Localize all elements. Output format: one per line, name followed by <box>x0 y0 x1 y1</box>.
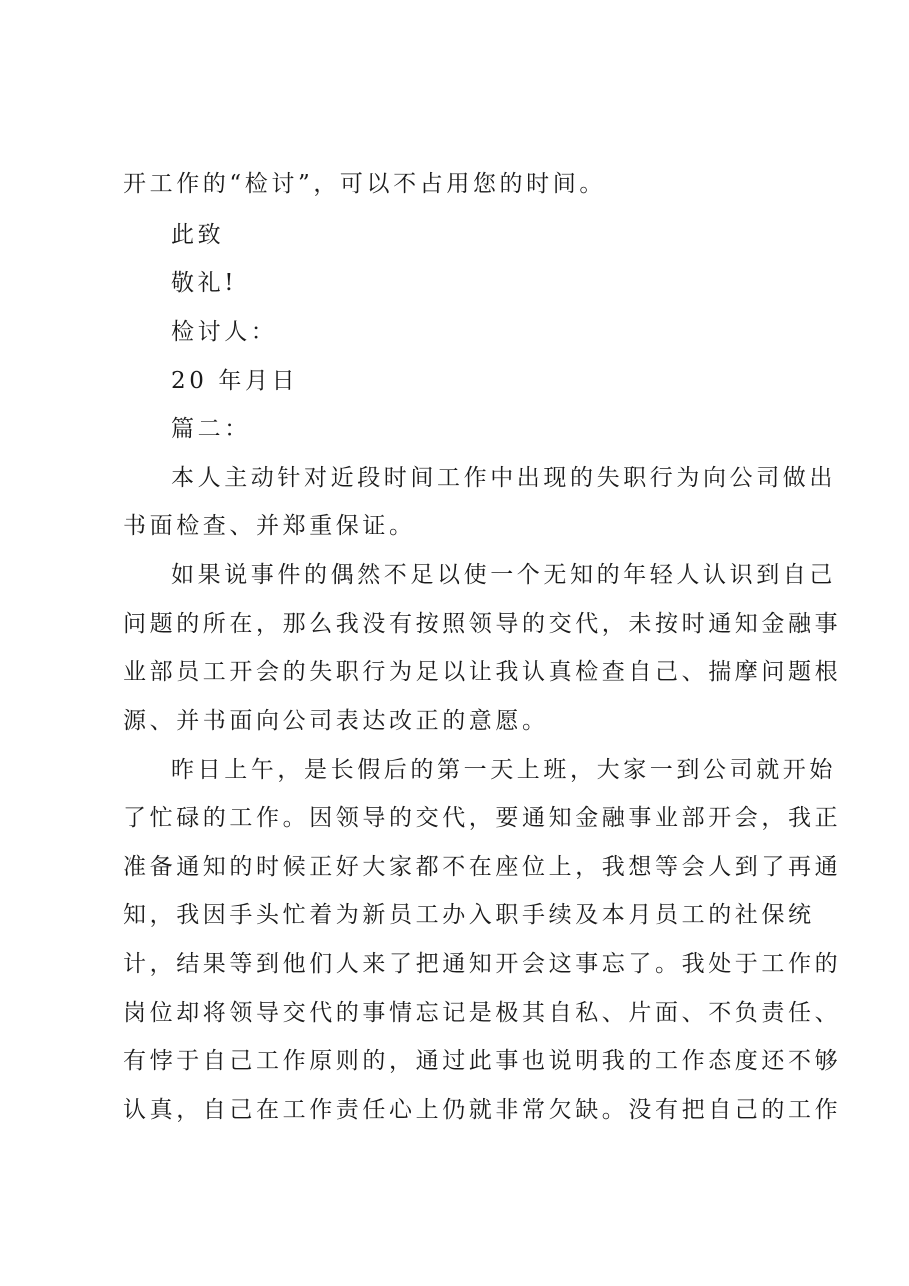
text-line: 业部员工开会的失职行为足以让我认真检查自己、揣摩问题根 <box>123 659 842 685</box>
text-line: 开工作的“检讨”，可以不占用您的时间。 <box>123 171 606 197</box>
signature-label: 检讨人： <box>171 319 278 345</box>
text-line: 如果说事件的偶然不足以使一个无知的年轻人认识到自己 <box>171 562 836 588</box>
text-line: 源、并书面向公司表达改正的意愿。 <box>123 708 549 734</box>
text-line: 了忙碌的工作。因领导的交代，要通知金融事业部开会，我正 <box>123 805 842 831</box>
closing-salutation: 此致 <box>171 222 225 248</box>
text-line: 计，结果等到他们人来了把通知开会这事忘了。我处于工作的 <box>123 951 842 977</box>
text-line: 书面检查、并郑重保证。 <box>123 513 416 539</box>
text-line: 本人主动针对近段时间工作中出现的失职行为向公司做出 <box>171 465 836 491</box>
text-line: 准备通知的时候正好大家都不在座位上，我想等会人到了再通 <box>123 854 842 880</box>
text-line: 岗位却将领导交代的事情忘记是极其自私、片面、不负责任、 <box>123 1000 842 1026</box>
text-line: 知，我因手头忙着为新员工办入职手续及本月员工的社保统 <box>123 902 815 928</box>
date-line: 20 年月日 <box>171 368 299 394</box>
text-line: 有悖于自己工作原则的，通过此事也说明我的工作态度还不够 <box>123 1048 842 1074</box>
closing-regards: 敬礼! <box>171 270 238 296</box>
section-heading: 篇二： <box>171 416 251 442</box>
text-line: 昨日上午，是长假后的第一天上班，大家一到公司就开始 <box>171 757 836 783</box>
text-line: 认真，自己在工作责任心上仍就非常欠缺。没有把自己的工作 <box>123 1097 842 1123</box>
text-line: 问题的所在，那么我没有按照领导的交代，未按时通知金融事 <box>123 611 842 637</box>
